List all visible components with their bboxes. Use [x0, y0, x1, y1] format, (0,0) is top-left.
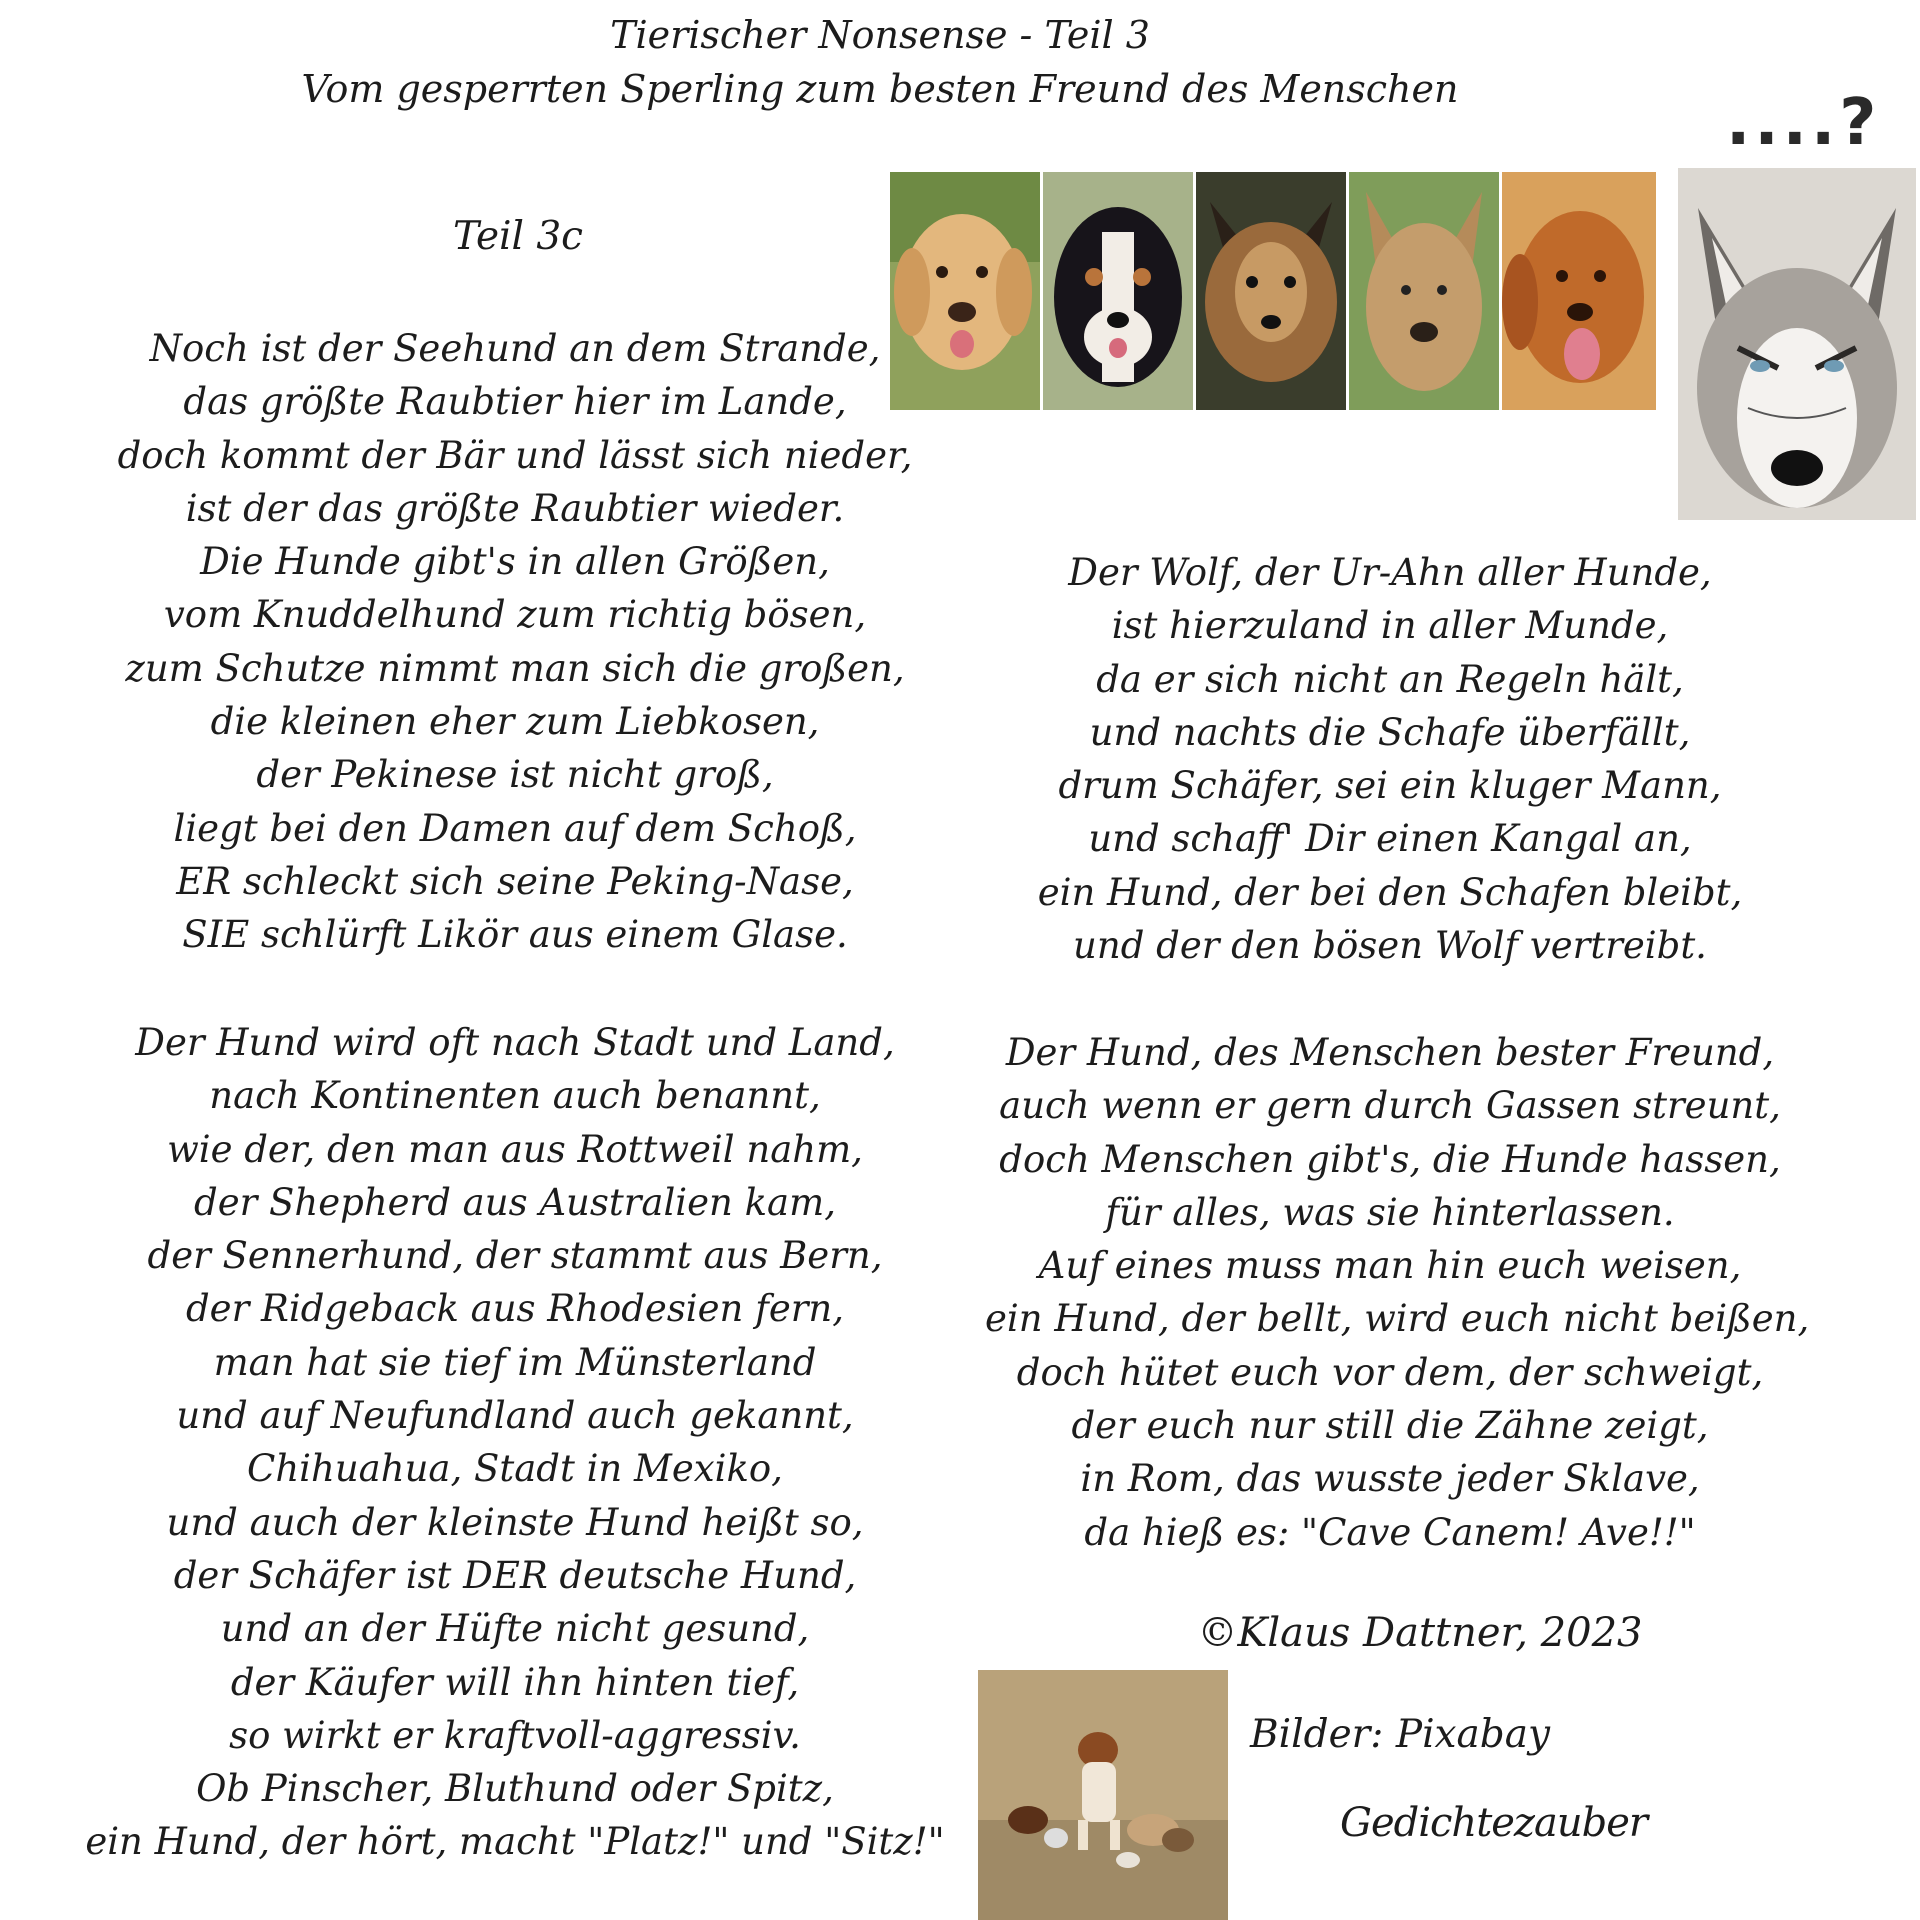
title-line-1: Tierischer Nonsense - Teil 3 [610, 13, 1150, 57]
verse-line: und schaff' Dir einen Kangal an, [1088, 817, 1692, 861]
verse-line: und an der Hüfte nicht gesund, [220, 1607, 810, 1651]
verse-line: und der den bösen Wolf vertreibt. [1073, 924, 1707, 968]
verse-line: liegt bei den Damen auf dem Schoß, [173, 806, 857, 850]
verse-line: so wirkt er kraftvoll-aggressiv. [229, 1713, 801, 1757]
wolf-drawing-image [1678, 168, 1916, 520]
stanza-3 [985, 546, 1795, 972]
verse-line: die kleinen eher zum Liebkosen, [210, 700, 820, 744]
verse-line: ist hierzuland in aller Munde, [1111, 604, 1669, 648]
verse-line: der Käufer will ihn hinten tief, [230, 1660, 800, 1704]
verse-line: man hat sie tief im Münsterland [213, 1340, 817, 1384]
verse-line: Auf eines muss man hin euch weisen, [1038, 1244, 1742, 1288]
poem-title [0, 8, 1760, 116]
verse-line: nach Kontinenten auch benannt, [209, 1074, 821, 1118]
signature: Gedichtezauber [1340, 1800, 1648, 1846]
verse-line: ist der das größte Raubtier wieder. [185, 486, 845, 530]
verse-line: ein Hund, der bei den Schafen bleibt, [1037, 870, 1743, 914]
verse-line: doch hütet euch vor dem, der schweigt, [1016, 1350, 1764, 1394]
verse-line: wie der, den man aus Rottweil nahm, [167, 1127, 863, 1171]
verse-line: doch Menschen gibt's, die Hunde hassen, [999, 1137, 1781, 1181]
verse-line: in Rom, das wusste jeder Sklave, [1080, 1457, 1700, 1501]
verse-line: Chihuahua, Stadt in Mexiko, [247, 1447, 783, 1491]
verse-line: und auf Neufundland auch gekannt, [176, 1394, 854, 1438]
verse-line: doch kommt der Bär und lässt sich nieder, [117, 433, 913, 477]
dog-portraits-image [890, 172, 1656, 410]
verse-line: Ob Pinscher, Bluthund oder Spitz, [196, 1767, 834, 1811]
verse-line: für alles, was sie hinterlassen. [1105, 1190, 1675, 1234]
stanza-4 [985, 1026, 1810, 1559]
verse-line: der euch nur still die Zähne zeigt, [1071, 1404, 1709, 1448]
verse-line: und auch der kleinste Hund heißt so, [166, 1500, 864, 1544]
verse-line: ER schleckt sich seine Peking-Nase, [176, 859, 854, 903]
title-line-2: Vom gesperrten Sperling zum besten Freund des Menschen [301, 67, 1459, 111]
verse-line: Der Wolf, der Ur-Ahn aller Hunde, [1068, 551, 1712, 594]
verse-line: da er sich nicht an Regeln hält, [1096, 657, 1684, 701]
verse-line: der Pekinese ist nicht groß, [256, 753, 774, 797]
verse-line: Der Hund, des Menschen bester Freund, [1005, 1031, 1775, 1074]
verse-line: Der Hund wird oft nach Stadt und Land, [135, 1021, 895, 1064]
verse-line: Die Hunde gibt's in allen Größen, [200, 540, 830, 584]
verse-line: der Ridgeback aus Rhodesien fern, [186, 1287, 844, 1331]
stanza-1 [80, 322, 950, 962]
verse-line: vom Knuddelhund zum richtig bösen, [163, 593, 867, 637]
verse-line: SIE schlürft Likör aus einem Glase. [182, 913, 848, 957]
verse-line: der Schäfer ist DER deutsche Hund, [173, 1553, 857, 1597]
dog-painting-image [978, 1670, 1228, 1920]
verse-line: und nachts die Schafe überfällt, [1089, 710, 1691, 754]
verse-line: Noch ist der Seehund an dem Strande, [149, 327, 881, 370]
verse-line: der Shepherd aus Australien kam, [194, 1180, 836, 1224]
copyright-notice: ©Klaus Dattner, 2023 [1197, 1610, 1643, 1656]
wolf-caption: ....? [1726, 86, 1881, 160]
stanza-2 [70, 1016, 960, 1869]
verse-line: ein Hund, der bellt, wird euch nicht beißen, [985, 1297, 1810, 1341]
part-label: Teil 3c [452, 214, 584, 259]
verse-line: das größte Raubtier hier im Lande, [183, 380, 847, 424]
verse-line: der Sennerhund, der stammt aus Bern, [147, 1234, 883, 1278]
verse-line: ein Hund, der hört, macht "Platz!" und "Sitz!" [85, 1820, 945, 1864]
verse-line: zum Schutze nimmt man sich die großen, [125, 646, 905, 690]
verse-line: auch wenn er gern durch Gassen streunt, [999, 1084, 1781, 1128]
image-credits: Bilder: Pixabay [1250, 1712, 1551, 1757]
verse-line: da hieß es: "Cave Canem! Ave!!" [1084, 1510, 1696, 1554]
verse-line: drum Schäfer, sei ein kluger Mann, [1058, 764, 1722, 808]
